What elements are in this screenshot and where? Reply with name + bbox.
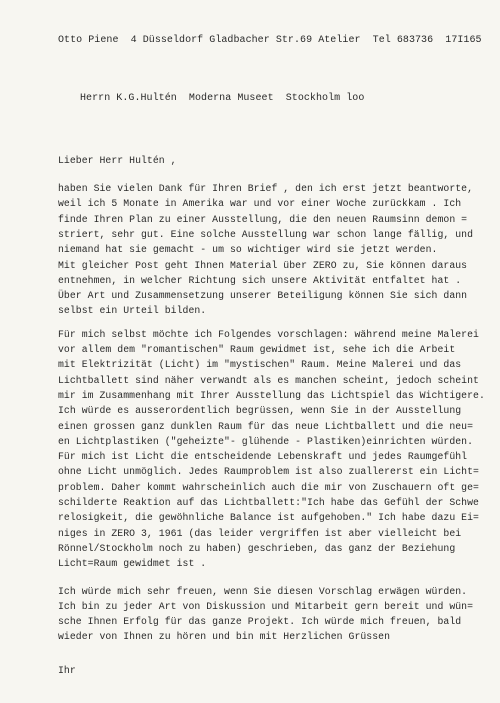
- recipient-line: Herrn K.G.Hultén Moderna Museet Stockholm loo: [80, 93, 365, 104]
- body-line: en Lichtplastiken ("geheizte"- glühende - Plastiken)einrichten würden.: [58, 435, 474, 447]
- body-line: schilderte Reaktion auf das Lichtballett:"Ich habe das Gefühl der Schwe: [58, 497, 479, 508]
- body-line: vor allem dem "romantischen" Raum gewidmet ist, sehe ich die Arbeit: [58, 344, 456, 355]
- body-line: Ich würde es ausserordentlich begrüssen, wenn Sie in der Ausstellung: [58, 405, 462, 417]
- body-line: Lichtballett sind näher verwandt als es manchen scheint, jedoch scheint: [58, 374, 479, 386]
- body-line: mir im Zusammenhang mit Ihrer Ausstellung das Lichtspiel das Wichtigere.: [58, 389, 485, 401]
- body-line: niemand hat sie gemacht - um so wichtiger wird sie jetzt werden.: [58, 244, 438, 256]
- body-line: einen grossen ganz dunklen Raum für das neue Lichtballett und die neu=: [58, 420, 474, 432]
- body-line: wieder von Ihnen zu hören und bin mit Herzlichen Grüssen: [58, 631, 391, 643]
- body-line: problem. Daher kommt wahrscheinlich auch die mir von Zuschauern oft ge=: [58, 481, 479, 493]
- body-line: relosigkeit, die gewöhnliche Balance ist aufgehoben." Ich habe dazu Ei=: [58, 512, 479, 524]
- body-line: entnehmen, in welcher Richtung sich unsere Aktivität entfaltet hat .: [58, 274, 462, 286]
- body-line: weil ich 5 Monate in Amerika war und vor einer Woche zurückkam . Ich: [58, 198, 462, 210]
- body-line: ohne Licht unmöglich. Jedes Raumproblem ist also zuallererst ein Licht=: [58, 466, 479, 478]
- body-line: sche Ihnen Erfolg für das ganze Projekt. Ich würde mich freuen, bald: [58, 616, 462, 628]
- salutation: Lieber Herr Hultén ,: [58, 155, 177, 166]
- body-line: mit Elektrizität (Licht) im "mystischen" Raum. Meine Malerei und das: [58, 359, 462, 371]
- body-line: Licht=Raum gewidmet ist .: [58, 558, 207, 570]
- body-line: Für mich selbst möchte ich Folgendes vorschlagen: während meine Malerei: [58, 328, 479, 340]
- body-line: finde Ihren Plan zu einer Ausstellung, die den neuen Raumsinn demon =: [58, 213, 468, 225]
- letterhead: Otto Piene 4 Düsseldorf Gladbacher Str.69 Atelier Tel 683736 17I165: [58, 35, 482, 46]
- body-line: Für mich ist Licht die entscheidende Lebenskraft und jedes Raumgefühl: [58, 451, 468, 463]
- body-line: Rönnel/Stockholm noch zu haben) geschrieben, das ganz der Beziehung: [58, 542, 456, 554]
- body-line: Ich würde mich sehr freuen, wenn Sie diesen Vorschlag erwägen würden.: [58, 585, 468, 597]
- body-line: Mit gleicher Post geht Ihnen Material über ZERO zu, Sie können daraus: [58, 259, 468, 271]
- body-line: Ich bin zu jeder Art von Diskussion und Mitarbeit gern bereit und wün=: [58, 600, 474, 612]
- body-line: Ihr: [58, 664, 76, 676]
- body-line: haben Sie vielen Dank für Ihren Brief , den ich erst jetzt beantworte,: [58, 183, 474, 194]
- body-line: niges in ZERO 3, 1961 (das leider vergriffen ist aber vielleicht bei: [58, 527, 462, 539]
- body-line: Über Art und Zusammensetzung unserer Beteiligung können Sie sich dann: [58, 290, 468, 302]
- body-line: striert, sehr gut. Eine solche Ausstellung war schon lange fällig, und: [58, 228, 474, 240]
- body-line: selbst ein Urteil bilden.: [58, 305, 207, 317]
